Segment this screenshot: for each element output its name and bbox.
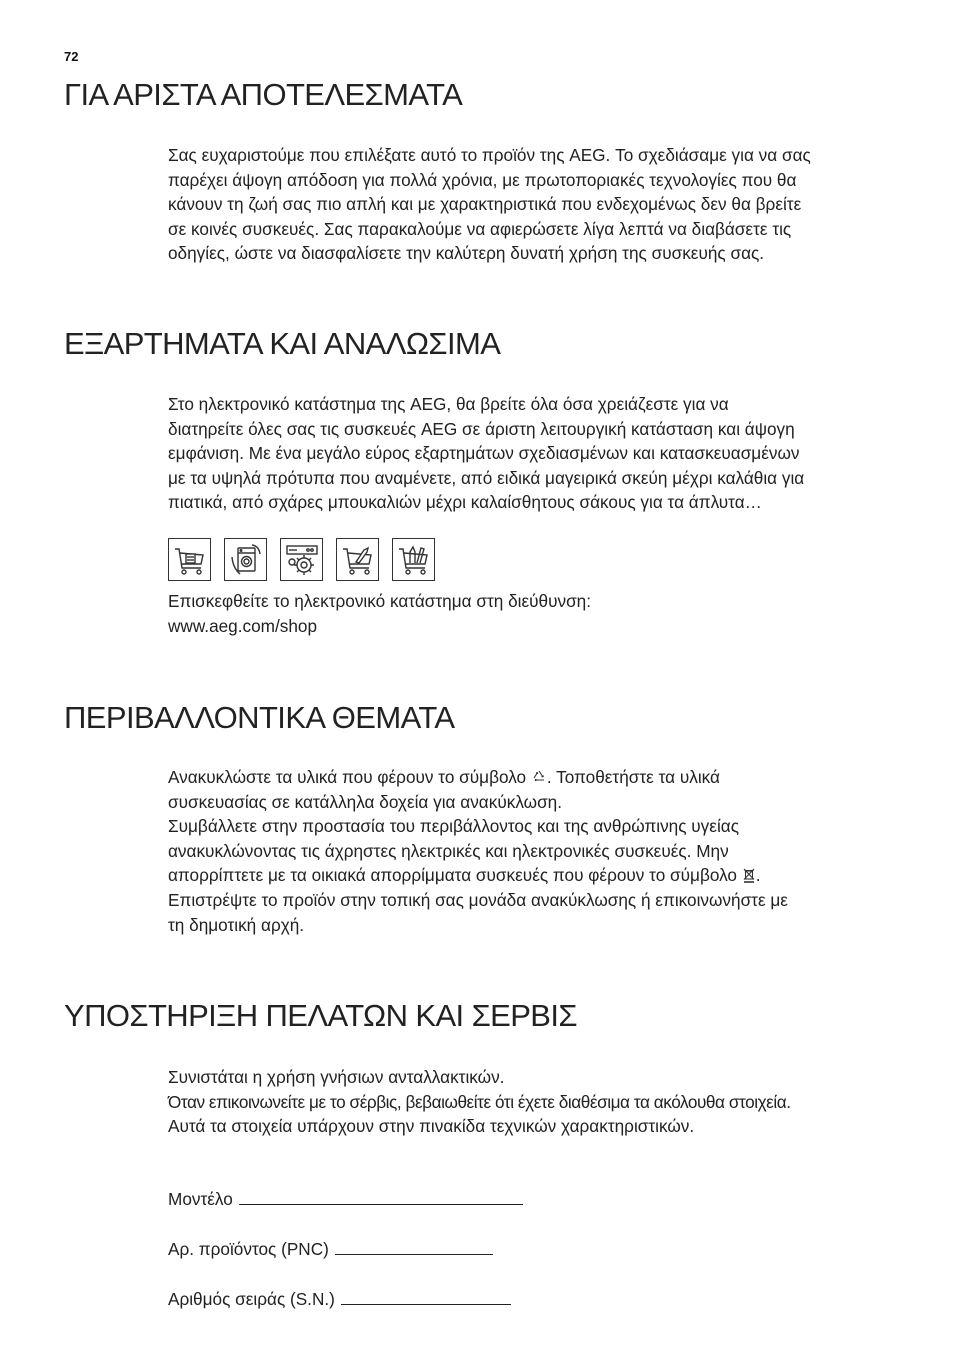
text-line: κάνουν τη ζωή σας πιο απλή και με χαρακτηριστικά που ενδεχομένως δεν θα βρείτε	[168, 194, 802, 215]
text-line: πιατικά, από σχάρες μπουκαλιών μέχρι καλαίσθητους σάκους για τα άπλυτα…	[168, 492, 762, 513]
recycle-icon	[531, 769, 547, 785]
model-field	[168, 1189, 523, 1210]
text-line: παρέχει άψογη απόδοση για πολλά χρόνια, με πρωτοποριακές τεχνολογίες που θα	[168, 169, 797, 190]
crossed-bin-icon	[742, 867, 756, 883]
pnc-label: Αρ. προϊόντος (PNC)	[168, 1239, 329, 1259]
best-results-paragraph	[168, 143, 918, 266]
shopping-cart-appliance-icon	[168, 538, 211, 581]
shop-visit-paragraph	[168, 589, 918, 638]
text-line: διατηρείτε όλες σας τις συσκευές AEG σε άριστη λειτουργική κατάσταση και άψογη	[168, 418, 795, 439]
text-line: Στο ηλεκτρονικό κατάστημα της AEG, θα βρείτε όλα όσα χρειάζεστε για να	[168, 394, 729, 414]
pnc-field	[168, 1239, 493, 1260]
model-label: Μοντέλο	[168, 1189, 233, 1209]
pnc-blank-line[interactable]	[335, 1239, 493, 1255]
heading-environment: ΠΕΡΙΒΑΛΛΟΝΤΙΚΑ ΘΕΜΑΤΑ	[64, 700, 455, 735]
shop-icons-row	[168, 538, 435, 581]
heading-accessories: ΕΞΑΡΤΗΜΑΤΑ ΚΑΙ ΑΝΑΛΩΣΙΜΑ	[64, 326, 501, 361]
heading-support: ΥΠΟΣΤΗΡΙΞΗ ΠΕΛΑΤΩΝ ΚΑΙ ΣΕΡΒΙΣ	[64, 998, 577, 1033]
text-segment: Ανακυκλώστε τα υλικά που φέρουν το σύμβολο	[168, 767, 531, 787]
text-line: Σας ευχαριστούμε που επιλέξατε αυτό το προϊόν της AEG. Το σχεδιάσαμε για να σας	[168, 145, 811, 165]
text-line	[168, 863, 918, 888]
cart-settings-icon	[280, 538, 323, 581]
support-paragraph	[168, 1065, 918, 1139]
text-line: οδηγίες, ώστε να διασφαλίσετε την καλύτερη δυνατή χρήση της συσκευής σας.	[168, 243, 765, 264]
text-line: με τα υψηλά πρότυπα που αναμένετε, από ειδικά μαγειρικά σκεύη μέχρι καλάθια για	[168, 467, 805, 488]
text-line: τη δημοτική αρχή.	[168, 914, 305, 935]
serial-field	[168, 1289, 511, 1310]
cart-washing-machine-icon	[224, 538, 267, 581]
text-segment: . Τοποθετήστε τα υλικά	[546, 767, 720, 787]
shop-url-link[interactable]: www.aeg.com/shop	[168, 615, 318, 636]
page-number: 72	[64, 49, 79, 64]
heading-best-results: ΓΙΑ ΑΡΙΣΤΑ ΑΠΟΤΕΛΕΣΜΑΤΑ	[64, 77, 463, 112]
text-segment: .	[755, 865, 761, 886]
text-line: εμφάνιση. Με ένα μεγάλο εύρος εξαρτημάτων σχεδιασμένων και κατασκευασμένων	[168, 443, 800, 464]
text-segment: απορρίπτετε με τα οικιακά απορρίμματα συσκευές που φέρουν το σύμβολο	[168, 865, 742, 886]
serial-label: Αριθμός σειράς (S.N.)	[168, 1289, 335, 1309]
shop-visit-text: Επισκεφθείτε το ηλεκτρονικό κατάστημα στη διεύθυνση:	[168, 591, 592, 611]
serial-blank-line[interactable]	[341, 1289, 511, 1305]
text-line: Συνιστάται η χρήση γνήσιων ανταλλακτικών.	[168, 1067, 505, 1087]
text-line: Συμβάλλετε στην προστασία του περιβάλλοντος και της ανθρώπινης υγείας	[168, 816, 739, 837]
cart-tool-icon	[336, 538, 379, 581]
text-line: συσκευασίας σε κατάλληλα δοχεία για ανακύκλωση.	[168, 791, 563, 812]
text-line: ανακυκλώνοντας τις άχρηστες ηλεκτρικές και ηλεκτρονικές συσκευές. Μην	[168, 840, 729, 861]
text-line: Όταν επικοινωνείτε με το σέρβις, βεβαιωθείτε ότι έχετε διαθέσιμα τα ακόλουθα στοιχεία.	[168, 1091, 791, 1112]
text-line: σε κοινές συσκευές. Σας παρακαλούμε να αφιερώσετε λίγα λεπτά να διαβάσετε τις	[168, 218, 792, 239]
accessories-paragraph	[168, 392, 918, 515]
text-line	[168, 765, 918, 790]
environment-paragraph	[168, 765, 918, 937]
cart-cleaning-icon	[392, 538, 435, 581]
text-line: Επιστρέψτε το προϊόν στην τοπική σας μονάδα ανακύκλωσης ή επικοινωνήστε με	[168, 889, 788, 910]
model-blank-line[interactable]	[239, 1189, 523, 1205]
text-line: Αυτά τα στοιχεία υπάρχουν στην πινακίδα τεχνικών χαρακτηριστικών.	[168, 1116, 695, 1137]
